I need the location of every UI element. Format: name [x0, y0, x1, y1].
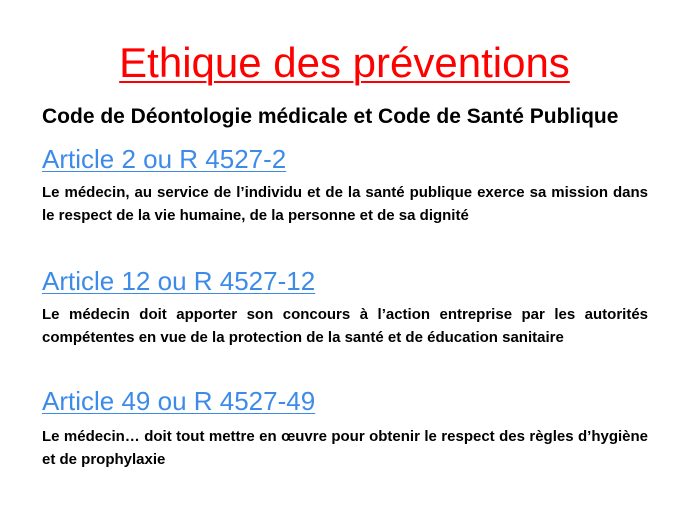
article-2-link[interactable]: Article 2 ou R 4527-2	[42, 144, 287, 174]
article-12-text: Le médecin doit apporter son concours à l’action entreprise par les autorités compétentes en vue de la protection de la santé et de éducation sanitaire	[42, 306, 648, 346]
slide-title: Ethique des préventions	[119, 39, 570, 86]
article-49-link[interactable]: Article 49 ou R 4527-49	[42, 386, 316, 416]
article-49-text: Le médecin… doit tout mettre en œuvre pour obtenir le respect des règles d’hygiène et de prophylaxie	[42, 428, 648, 468]
article-2-text: Le médecin, au service de l’individu et de la santé publique exerce sa mission dans le respect de la vie humaine, de la personne et de sa dignité	[42, 184, 648, 224]
slide-subtitle: Code de Déontologie médicale et Code de Santé Publique	[42, 105, 619, 128]
article-12-link[interactable]: Article 12 ou R 4527-12	[42, 266, 316, 296]
